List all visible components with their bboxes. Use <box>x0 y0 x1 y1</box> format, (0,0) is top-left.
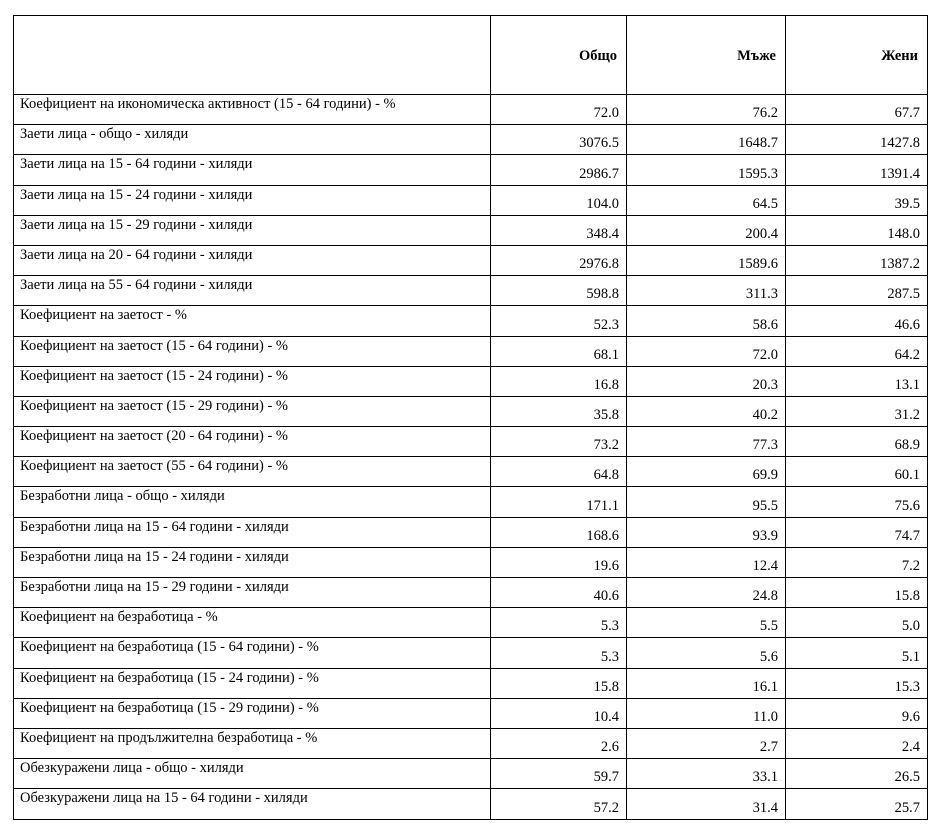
header-women: Жени <box>786 16 928 95</box>
value-total: 35.8 <box>491 396 627 426</box>
value-men: 1595.3 <box>627 155 786 185</box>
value-total: 52.3 <box>491 306 627 336</box>
row-label: Заети лица на 55 - 64 години - хиляди <box>14 276 491 306</box>
table-row <box>14 336 928 366</box>
value-women: 1391.4 <box>786 155 928 185</box>
table-row <box>14 608 928 638</box>
value-men: 1648.7 <box>627 125 786 155</box>
value-total: 64.8 <box>491 457 627 487</box>
table-body <box>14 95 928 820</box>
row-label: Заети лица на 15 - 24 години - хиляди <box>14 185 491 215</box>
value-men: 69.9 <box>627 457 786 487</box>
row-label: Заети лица на 15 - 29 години - хиляди <box>14 215 491 245</box>
value-men: 58.6 <box>627 306 786 336</box>
table-row <box>14 396 928 426</box>
header-label-cell <box>14 16 491 95</box>
value-men: 5.5 <box>627 608 786 638</box>
header-men: Мъже <box>627 16 786 95</box>
value-total: 40.6 <box>491 578 627 608</box>
value-total: 15.8 <box>491 668 627 698</box>
value-total: 2.6 <box>491 728 627 758</box>
value-total: 16.8 <box>491 366 627 396</box>
value-total: 73.2 <box>491 427 627 457</box>
value-men: 20.3 <box>627 366 786 396</box>
value-women: 26.5 <box>786 759 928 789</box>
value-women: 25.7 <box>786 789 928 819</box>
table-row <box>14 427 928 457</box>
value-women: 2.4 <box>786 728 928 758</box>
value-women: 7.2 <box>786 547 928 577</box>
header-total: Общо <box>491 16 627 95</box>
table-row <box>14 155 928 185</box>
table-row <box>14 698 928 728</box>
value-women: 68.9 <box>786 427 928 457</box>
table-row <box>14 759 928 789</box>
value-total: 19.6 <box>491 547 627 577</box>
value-total: 5.3 <box>491 638 627 668</box>
row-label: Коефициент на безработица (15 - 64 години) - % <box>14 638 491 668</box>
value-women: 15.3 <box>786 668 928 698</box>
row-label: Коефициент на продължителна безработица - % <box>14 728 491 758</box>
value-total: 348.4 <box>491 215 627 245</box>
row-label: Коефициент на заетост (15 - 29 години) - % <box>14 396 491 426</box>
value-men: 16.1 <box>627 668 786 698</box>
value-men: 12.4 <box>627 547 786 577</box>
table-row <box>14 245 928 275</box>
value-women: 13.1 <box>786 366 928 396</box>
value-men: 40.2 <box>627 396 786 426</box>
table-row <box>14 517 928 547</box>
value-total: 168.6 <box>491 517 627 547</box>
table-row <box>14 578 928 608</box>
row-label: Коефициент на безработица - % <box>14 608 491 638</box>
value-men: 64.5 <box>627 185 786 215</box>
value-women: 75.6 <box>786 487 928 517</box>
value-women: 31.2 <box>786 396 928 426</box>
value-women: 1427.8 <box>786 125 928 155</box>
value-total: 2976.8 <box>491 245 627 275</box>
row-label: Коефициент на заетост - % <box>14 306 491 336</box>
value-men: 2.7 <box>627 728 786 758</box>
table-row <box>14 276 928 306</box>
value-men: 5.6 <box>627 638 786 668</box>
table-row <box>14 185 928 215</box>
value-men: 33.1 <box>627 759 786 789</box>
table-row <box>14 547 928 577</box>
value-total: 57.2 <box>491 789 627 819</box>
labour-statistics-table <box>13 15 928 820</box>
row-label: Безработни лица на 15 - 29 години - хиляди <box>14 578 491 608</box>
table-row <box>14 638 928 668</box>
table-row <box>14 306 928 336</box>
row-label: Коефициент на заетост (20 - 64 години) - % <box>14 427 491 457</box>
table-row <box>14 789 928 819</box>
value-total: 171.1 <box>491 487 627 517</box>
value-women: 5.1 <box>786 638 928 668</box>
row-label: Безработни лица на 15 - 24 години - хиляди <box>14 547 491 577</box>
value-women: 64.2 <box>786 336 928 366</box>
row-label: Коефициент на безработица (15 - 29 години) - % <box>14 698 491 728</box>
table-row <box>14 95 928 125</box>
value-men: 311.3 <box>627 276 786 306</box>
row-label: Обезкуражени лица - общо - хиляди <box>14 759 491 789</box>
table-row <box>14 125 928 155</box>
value-total: 598.8 <box>491 276 627 306</box>
value-total: 59.7 <box>491 759 627 789</box>
value-men: 24.8 <box>627 578 786 608</box>
value-women: 46.6 <box>786 306 928 336</box>
row-label: Обезкуражени лица на 15 - 64 години - хиляди <box>14 789 491 819</box>
value-women: 5.0 <box>786 608 928 638</box>
value-men: 31.4 <box>627 789 786 819</box>
value-women: 39.5 <box>786 185 928 215</box>
value-women: 74.7 <box>786 517 928 547</box>
value-total: 104.0 <box>491 185 627 215</box>
row-label: Коефициент на заетост (55 - 64 години) - % <box>14 457 491 487</box>
value-men: 95.5 <box>627 487 786 517</box>
row-label: Коефициент на икономическа активност (15 - 64 години) - % <box>14 95 491 125</box>
row-label: Коефициент на заетост (15 - 24 години) - % <box>14 366 491 396</box>
value-total: 3076.5 <box>491 125 627 155</box>
value-women: 287.5 <box>786 276 928 306</box>
value-men: 1589.6 <box>627 245 786 275</box>
row-label: Заети лица на 20 - 64 години - хиляди <box>14 245 491 275</box>
table-row <box>14 728 928 758</box>
row-label: Коефициент на безработица (15 - 24 години) - % <box>14 668 491 698</box>
row-label: Заети лица - общо - хиляди <box>14 125 491 155</box>
table-row <box>14 457 928 487</box>
value-men: 93.9 <box>627 517 786 547</box>
value-women: 148.0 <box>786 215 928 245</box>
value-women: 1387.2 <box>786 245 928 275</box>
value-men: 200.4 <box>627 215 786 245</box>
table-row <box>14 487 928 517</box>
value-women: 9.6 <box>786 698 928 728</box>
value-women: 60.1 <box>786 457 928 487</box>
value-total: 2986.7 <box>491 155 627 185</box>
value-men: 72.0 <box>627 336 786 366</box>
table-row <box>14 215 928 245</box>
value-men: 11.0 <box>627 698 786 728</box>
row-label: Заети лица на 15 - 64 години - хиляди <box>14 155 491 185</box>
table-header-row <box>14 16 928 95</box>
value-men: 76.2 <box>627 95 786 125</box>
value-women: 67.7 <box>786 95 928 125</box>
row-label: Коефициент на заетост (15 - 64 години) - % <box>14 336 491 366</box>
row-label: Безработни лица - общо - хиляди <box>14 487 491 517</box>
table-row <box>14 668 928 698</box>
value-women: 15.8 <box>786 578 928 608</box>
table-row <box>14 366 928 396</box>
value-total: 72.0 <box>491 95 627 125</box>
value-total: 10.4 <box>491 698 627 728</box>
value-total: 68.1 <box>491 336 627 366</box>
row-label: Безработни лица на 15 - 64 години - хиляди <box>14 517 491 547</box>
value-total: 5.3 <box>491 608 627 638</box>
value-men: 77.3 <box>627 427 786 457</box>
